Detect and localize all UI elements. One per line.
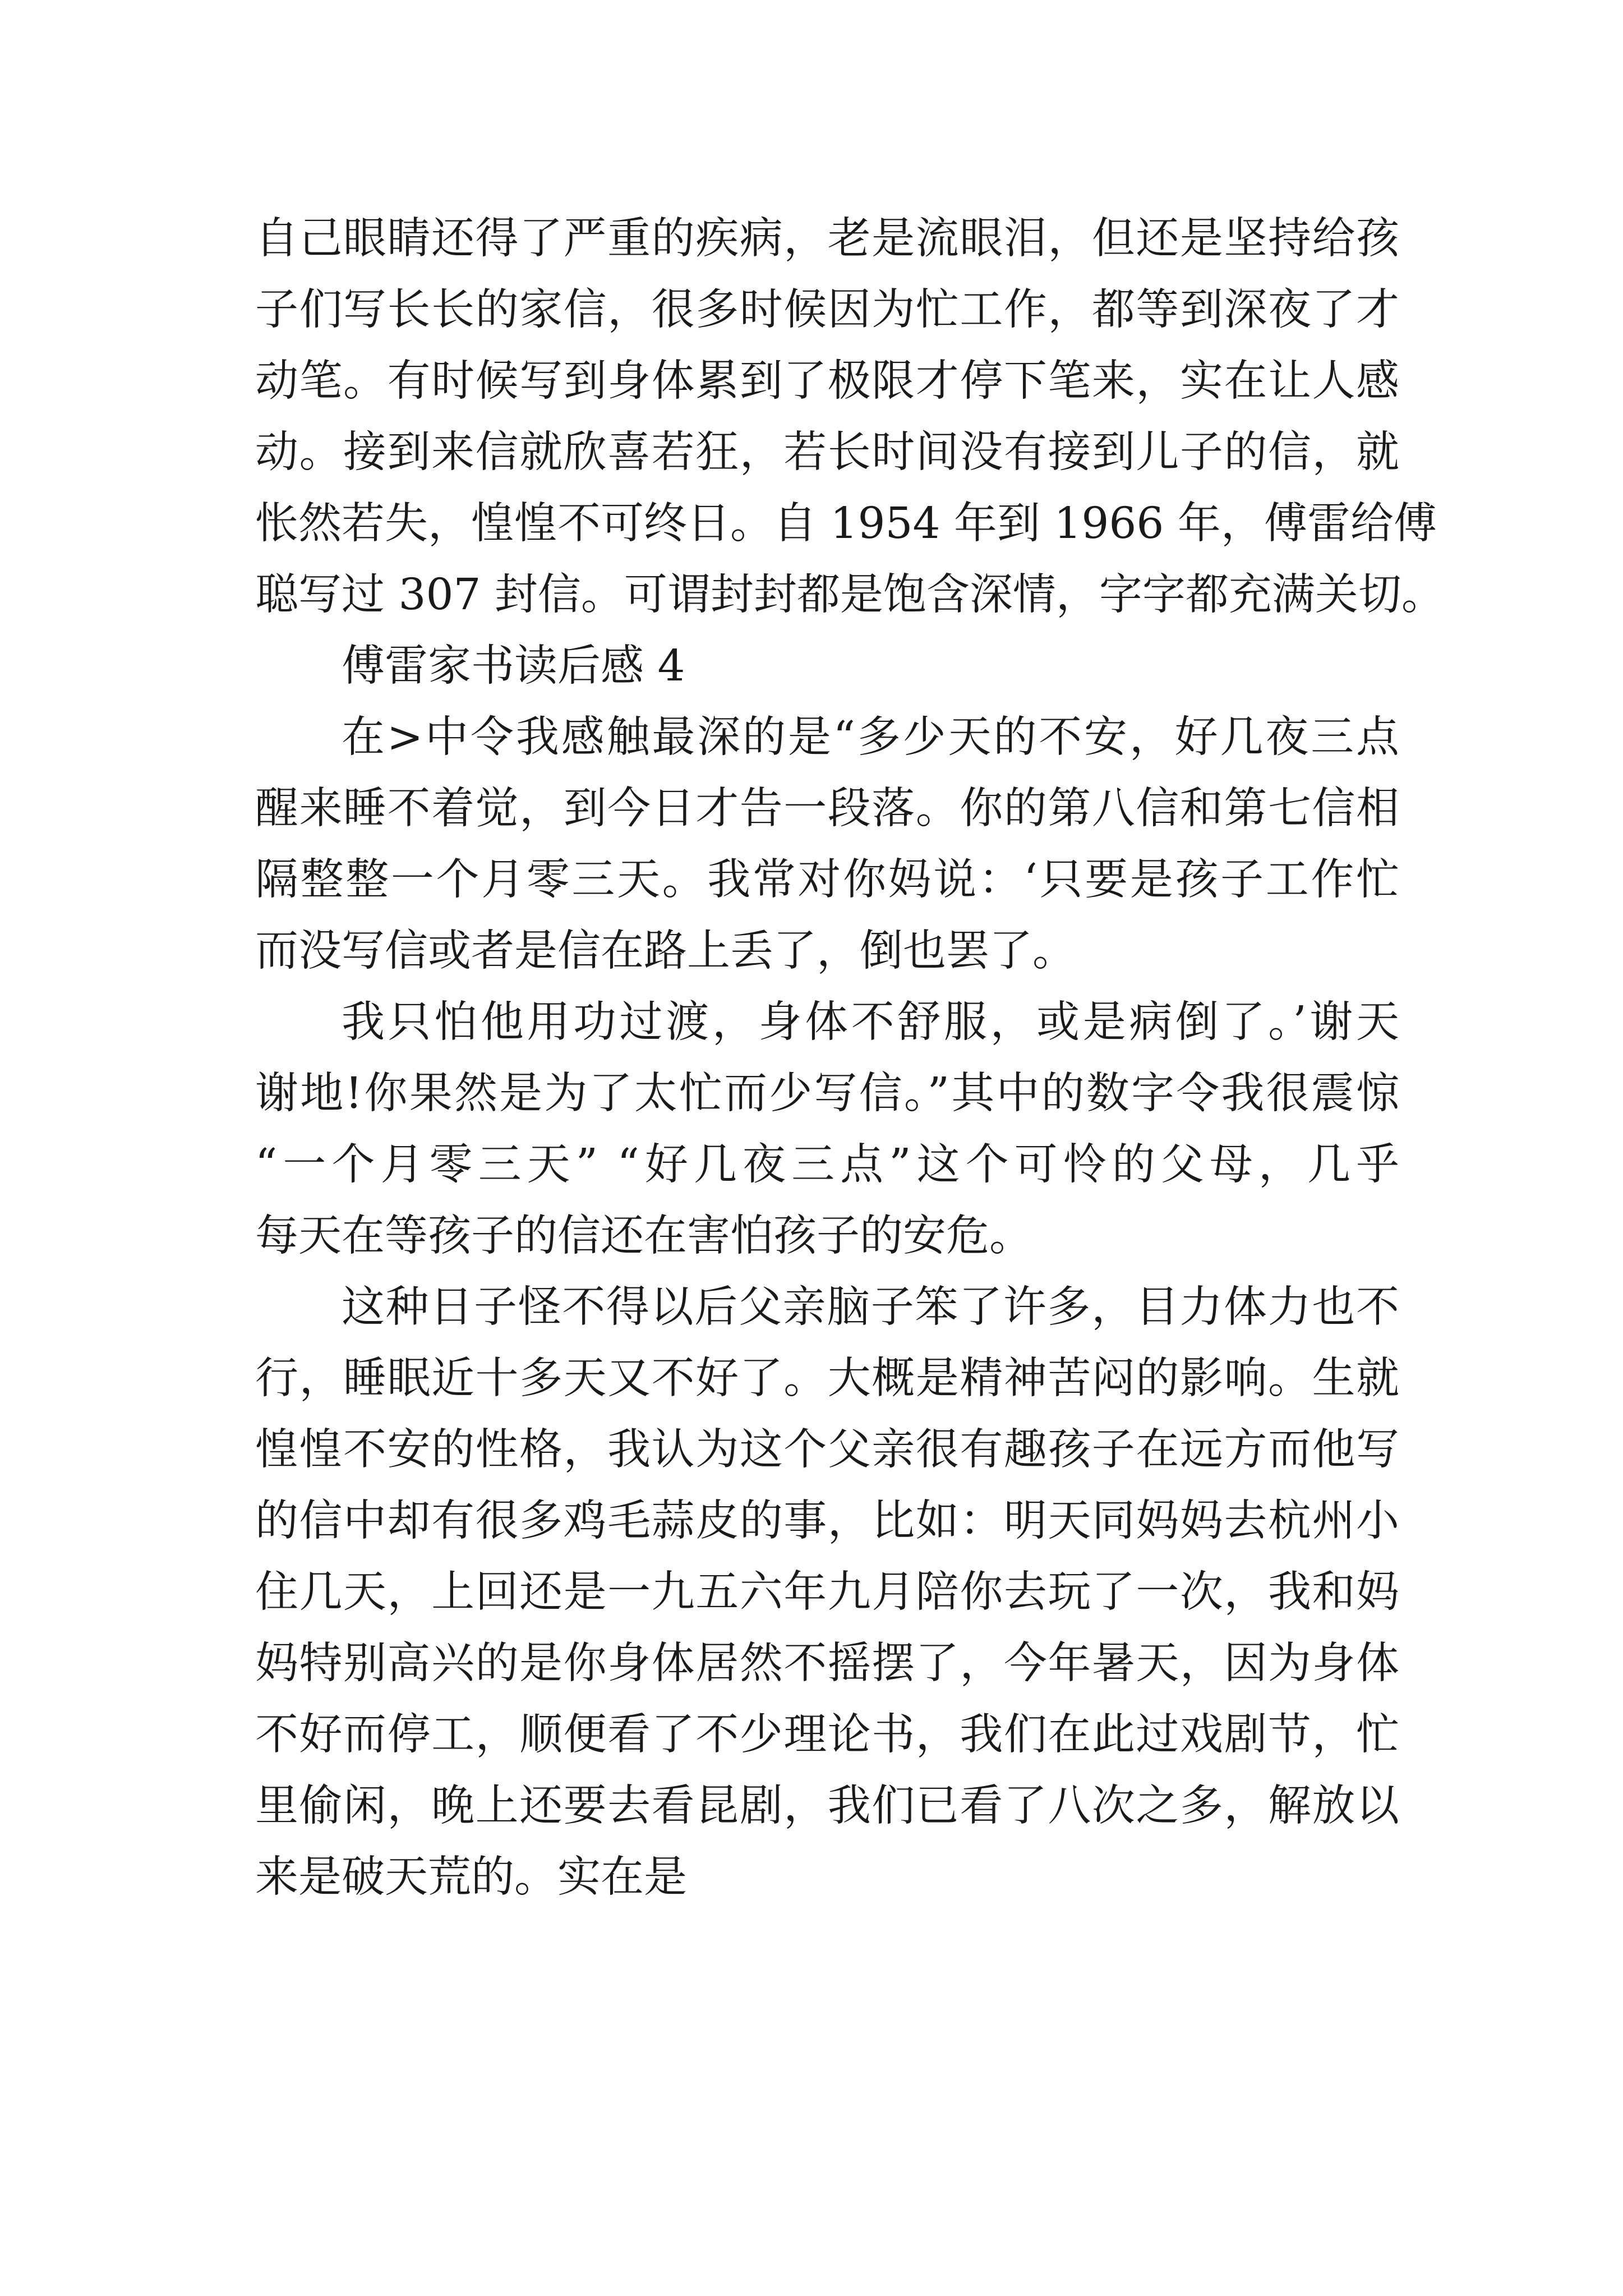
section-heading xyxy=(255,631,1399,702)
text-line: 谢地!你果然是为了太忙而少写信。”其中的数字令我很震惊 xyxy=(255,1069,1399,1119)
paragraph xyxy=(255,1272,1399,1913)
text-line: 不好而停工，顺便看了不少理论书，我们在此过戏剧节，忙 xyxy=(255,1710,1399,1760)
text-line: 惶惶不安的性格，我认为这个父亲很有趣孩子在远方而他写 xyxy=(255,1425,1399,1475)
text-line: 醒来睡不着觉，到今日才告一段落。你的第八信和第七信相 xyxy=(255,784,1399,834)
text-line: 每天在等孩子的信还在害怕孩子的安危。 xyxy=(255,1211,1032,1261)
text-line: 的信中却有很多鸡毛蒜皮的事，比如：明天同妈妈去杭州小 xyxy=(255,1496,1399,1546)
text-line: “一个月零三天” “好几夜三点”这个可怜的父母，几乎 xyxy=(255,1140,1399,1190)
text-line: 来是破天荒的。实在是 xyxy=(255,1852,687,1902)
text-line: 在>中令我感触最深的是“多少天的不安，好几夜三点 xyxy=(342,712,1399,762)
text-line: 住几天，上回还是一九五六年九月陪你去玩了一次，我和妈 xyxy=(255,1567,1399,1617)
text-line: 动。接到来信就欣喜若狂，若长时间没有接到儿子的信，就 xyxy=(255,427,1399,477)
text-line: 里偷闲，晚上还要去看昆剧，我们已看了八次之多，解放以 xyxy=(255,1781,1399,1831)
document-body xyxy=(255,203,1445,1913)
text-line: 怅然若失，惶惶不可终日。自 1954 年到 1966 年，傅雷给傅 xyxy=(255,499,1437,549)
text-line: 动笔。有时候写到身体累到了极限才停下笔来，实在让人感 xyxy=(255,356,1399,406)
text-line: 这种日子怪不得以后父亲脑子笨了许多，目力体力也不 xyxy=(342,1282,1399,1332)
text-line: 隔整整一个月零三天。我常对你妈说：‘只要是孩子工作忙 xyxy=(255,855,1399,905)
paragraph xyxy=(255,987,1399,1272)
text-line: 行，睡眠近十多天又不好了。大概是精神苦闷的影响。生就 xyxy=(255,1354,1399,1404)
text-line: 子们写长长的家信，很多时候因为忙工作，都等到深夜了才 xyxy=(255,285,1399,335)
text-line: 自己眼睛还得了严重的疾病，老是流眼泪，但还是坚持给孩 xyxy=(255,214,1399,264)
text-line: 而没写信或者是信在路上丢了，倒也罢了。 xyxy=(255,926,1076,976)
heading-text: 傅雷家书读后感 4 xyxy=(342,641,685,691)
text-line: 聪写过 307 封信。可谓封封都是饱含深情，字字都充满关切。 xyxy=(255,570,1445,620)
text-line: 妈特别高兴的是你身体居然不摇摆了，今年暑天，因为身体 xyxy=(255,1639,1399,1688)
text-line: 我只怕他用功过渡，身体不舒服，或是病倒了。’谢天 xyxy=(342,997,1399,1047)
paragraph xyxy=(255,203,1445,631)
paragraph xyxy=(255,702,1399,987)
